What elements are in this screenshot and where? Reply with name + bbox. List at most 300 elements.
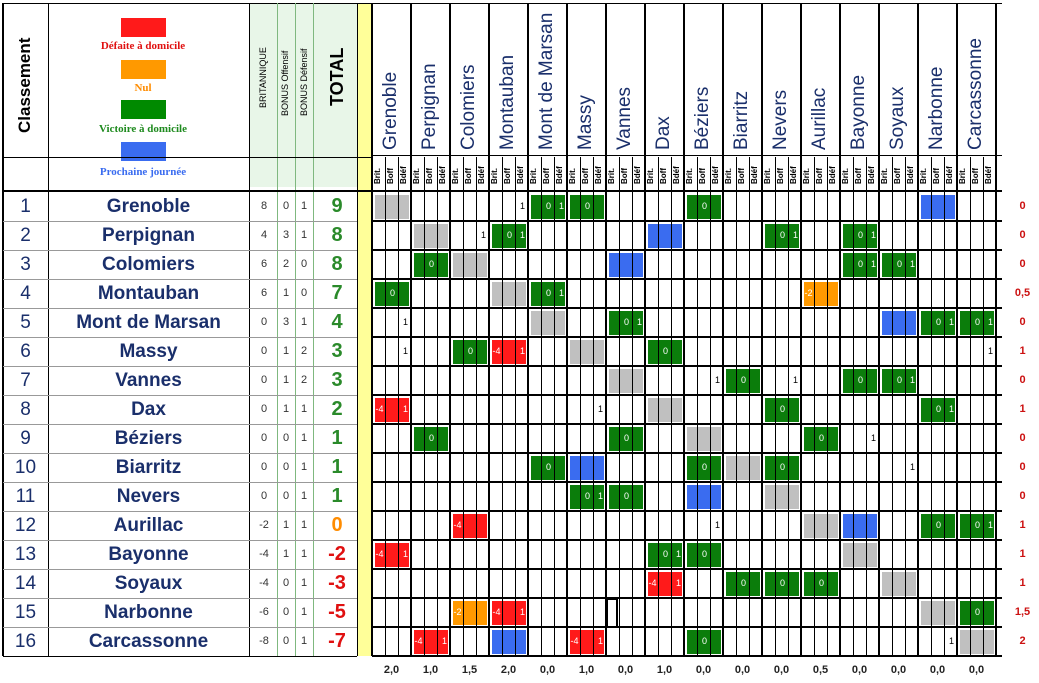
column-sum: 1,5: [461, 664, 478, 676]
col-header-bayonne: Bayonne: [848, 74, 869, 150]
team-name: Dax: [131, 399, 166, 420]
team-name: Vannes: [115, 370, 182, 391]
sub-label-boff: Boff: [815, 168, 824, 184]
sub-label-brit: Brit.: [607, 168, 616, 184]
column-sum: 0,5: [812, 664, 829, 676]
total-value: 2: [331, 398, 343, 420]
match-cell-value: 0: [623, 491, 629, 501]
bonus-def-value: 2: [300, 374, 308, 386]
team-name: Narbonne: [104, 602, 193, 623]
rank-cell: 4: [20, 283, 31, 304]
total-value: -5: [328, 601, 346, 623]
sub-label-bdef: Bdéf: [477, 166, 486, 184]
grid-vline: [697, 157, 698, 656]
match-cell-value: -4: [375, 549, 384, 559]
britannique-value: 0: [260, 403, 268, 415]
match-cell-value: 1: [441, 636, 447, 646]
grid-vline: [2, 3, 4, 656]
sub-label-brit: Brit.: [451, 168, 460, 184]
rank-cell: 13: [14, 544, 37, 565]
extra-value: 0: [1019, 229, 1026, 241]
match-cell-self[interactable]: [570, 340, 604, 364]
sub-label-boff: Boff: [776, 168, 785, 184]
sub-label-brit: Brit.: [373, 168, 382, 184]
grid-vline: [554, 157, 555, 656]
match-cell-self[interactable]: [843, 543, 877, 567]
match-cell-value: 1: [987, 520, 993, 530]
grid-vline: [566, 3, 568, 656]
extra-value: 0: [1019, 258, 1026, 270]
match-cell-next[interactable]: [492, 630, 526, 654]
grid-vline: [814, 157, 815, 656]
grid-vline: [905, 157, 906, 656]
match-cell-value: 0: [584, 491, 590, 501]
grid-hline: [372, 655, 1002, 657]
grid-hline: [372, 597, 1002, 599]
sub-label-bdef: Bdéf: [828, 166, 837, 184]
grid-vline: [437, 157, 438, 656]
grid-vline: [749, 157, 750, 656]
sub-label-brit: Brit.: [412, 168, 421, 184]
match-cell-next[interactable]: [609, 253, 643, 277]
rank-cell: 16: [14, 631, 37, 652]
extra-value: 0: [1019, 432, 1026, 444]
match-cell-value: 0: [857, 375, 863, 385]
grid-vline: [839, 3, 841, 656]
match-cell-self[interactable]: [648, 398, 682, 422]
legend-label-next: Prochaine journée: [99, 166, 187, 178]
match-cell-value: 0: [545, 288, 551, 298]
bonus-def-value: 1: [300, 490, 308, 502]
match-cell-value: 0: [935, 404, 941, 414]
sub-label-bdef: Bdéf: [945, 166, 954, 184]
legend-label-win: Victoire à domicile: [99, 123, 187, 135]
bonus-off-header: BONUS Offensif: [280, 50, 290, 116]
team-name: Soyaux: [114, 573, 183, 594]
legend-swatch-loss: [121, 18, 166, 37]
match-cell-value: 1: [948, 317, 954, 327]
selected-cell[interactable]: [606, 598, 618, 628]
team-name: Biarritz: [115, 457, 182, 478]
match-cell-self[interactable]: [765, 485, 799, 509]
grid-vline: [671, 157, 672, 656]
total-value: 8: [331, 224, 343, 246]
match-cell-value: 1: [519, 346, 525, 356]
match-cell-next[interactable]: [648, 224, 682, 248]
total-value: 7: [331, 282, 343, 304]
match-cell-value: 0: [935, 520, 941, 530]
grid-vline: [761, 3, 763, 656]
team-name: Grenoble: [106, 196, 191, 217]
match-cell-value: 1: [792, 375, 798, 385]
britannique-header: BRITANNIQUE: [258, 47, 268, 108]
total-value: 1: [331, 427, 343, 449]
column-sum: 0,0: [695, 664, 712, 676]
match-cell-self[interactable]: [726, 456, 760, 480]
column-sum: 0,0: [539, 664, 556, 676]
match-cell-value: 0: [545, 462, 551, 472]
sub-label-brit: Brit.: [724, 168, 733, 184]
col-header-grenoble: Grenoble: [380, 71, 401, 150]
team-name: Colomiers: [102, 254, 195, 275]
grid-vline: [449, 3, 451, 656]
sub-label-boff: Boff: [971, 168, 980, 184]
rank-cell: 3: [20, 254, 31, 275]
sub-label-brit: Brit.: [685, 168, 694, 184]
column-sum: 0,0: [968, 664, 985, 676]
sub-label-boff: Boff: [425, 168, 434, 184]
grid-hline: [3, 279, 357, 280]
match-cell-value: 1: [987, 346, 993, 356]
britannique-value: 8: [260, 200, 268, 212]
sub-label-brit: Brit.: [763, 168, 772, 184]
team-name: Béziers: [114, 428, 183, 449]
match-cell-value: -2: [804, 288, 813, 298]
match-cell-value: 1: [792, 230, 798, 240]
column-sum: 1,0: [578, 664, 595, 676]
grid-vline: [398, 157, 399, 656]
total-header: TOTAL: [327, 47, 347, 106]
extra-value: 0,5: [1014, 287, 1031, 299]
total-value: 3: [331, 340, 343, 362]
grid-vline: [476, 157, 477, 656]
bonus-off-value: 0: [282, 577, 290, 589]
extra-value: 1: [1019, 519, 1026, 531]
bonus-off-value: 1: [282, 345, 290, 357]
match-cell-value: 1: [480, 230, 486, 240]
match-cell-value: 1: [402, 317, 408, 327]
match-cell-next[interactable]: [843, 514, 877, 538]
sub-label-brit: Brit.: [880, 168, 889, 184]
match-cell-self[interactable]: [921, 601, 955, 625]
grid-vline: [788, 157, 789, 656]
team-name: Carcassonne: [88, 631, 209, 652]
bonus-def-value: 1: [300, 548, 308, 560]
sub-label-bdef: Bdéf: [789, 166, 798, 184]
extra-value: 2: [1019, 635, 1026, 647]
bonus-def-value: 1: [300, 432, 308, 444]
match-cell-next[interactable]: [882, 311, 916, 335]
match-cell-value: -4: [570, 636, 579, 646]
extra-value: 0: [1019, 316, 1026, 328]
team-name: Aurillac: [113, 515, 184, 536]
match-cell-value: -4: [648, 578, 657, 588]
match-cell-value: 0: [701, 201, 707, 211]
match-cell-self[interactable]: [609, 369, 643, 393]
match-cell-value: 1: [987, 317, 993, 327]
sub-label-bdef: Bdéf: [750, 166, 759, 184]
sub-label-boff: Boff: [542, 168, 551, 184]
match-cell-value: -4: [492, 346, 501, 356]
match-cell-value: 0: [428, 259, 434, 269]
bonus-off-value: 0: [282, 200, 290, 212]
grid-hline: [372, 365, 1002, 367]
sub-label-bdef: Bdéf: [906, 166, 915, 184]
match-cell-value: 1: [402, 549, 408, 559]
bonus-off-value: 0: [282, 635, 290, 647]
grid-hline: [3, 221, 357, 222]
grid-hline: [372, 452, 1002, 454]
extra-value: 1: [1019, 577, 1026, 589]
sub-label-bdef: Bdéf: [438, 166, 447, 184]
rank-cell: 1: [20, 196, 31, 217]
sub-label-brit: Brit.: [568, 168, 577, 184]
col-header-béziers: Béziers: [692, 86, 713, 150]
match-cell-self[interactable]: [414, 224, 448, 248]
col-header-aurillac: Aurillac: [809, 87, 830, 150]
bonus-off-value: 1: [282, 519, 290, 531]
rank-cell: 14: [14, 573, 37, 594]
match-cell-value: 0: [935, 317, 941, 327]
match-cell-value: 1: [597, 491, 603, 501]
match-cell-value: 1: [909, 375, 915, 385]
sub-label-brit: Brit.: [529, 168, 538, 184]
sub-label-bdef: Bdéf: [633, 166, 642, 184]
bonus-def-value: 1: [300, 200, 308, 212]
grid-vline: [800, 3, 802, 656]
match-cell-value: 1: [675, 578, 681, 588]
col-header-soyaux: Soyaux: [887, 86, 908, 150]
bonus-def-value: 2: [300, 345, 308, 357]
grid-vline: [995, 3, 997, 656]
grid-vline: [371, 3, 373, 656]
grid-hline: [3, 366, 357, 367]
col-header-narbonne: Narbonne: [926, 66, 947, 150]
bonus-def-header: BONUS Défensif: [299, 48, 309, 116]
match-cell-value: -4: [492, 607, 501, 617]
match-cell-self[interactable]: [453, 253, 487, 277]
bonus-off-value: 2: [282, 258, 290, 270]
bonus-def-value: 0: [300, 287, 308, 299]
match-cell-value: 1: [402, 346, 408, 356]
match-cell-value: 0: [740, 578, 746, 588]
grid-vline: [736, 157, 737, 656]
sub-label-boff: Boff: [737, 168, 746, 184]
rank-cell: 8: [20, 399, 31, 420]
match-cell-value: 0: [857, 230, 863, 240]
grid-vline: [249, 3, 250, 656]
extra-value: 1: [1019, 345, 1026, 357]
sub-label-bdef: Bdéf: [555, 166, 564, 184]
team-name: Mont de Marsan: [76, 312, 221, 333]
grid-vline: [775, 157, 776, 656]
match-cell-value: 0: [779, 578, 785, 588]
sub-label-boff: Boff: [854, 168, 863, 184]
grid-vline: [658, 157, 659, 656]
grid-vline: [541, 157, 542, 656]
bonus-def-value: 1: [300, 577, 308, 589]
col-header-dax: Dax: [653, 116, 674, 150]
sub-label-bdef: Bdéf: [594, 166, 603, 184]
extra-value: 1: [1019, 403, 1026, 415]
sub-label-boff: Boff: [698, 168, 707, 184]
sub-label-bdef: Bdéf: [984, 166, 993, 184]
sub-label-brit: Brit.: [841, 168, 850, 184]
column-sum: 1,0: [656, 664, 673, 676]
grid-hline: [3, 424, 357, 425]
britannique-value: 6: [260, 258, 268, 270]
grid-hline: [3, 627, 357, 628]
match-cell-value: 0: [740, 375, 746, 385]
britannique-value: 0: [260, 432, 268, 444]
match-cell-value: 1: [402, 404, 408, 414]
column-sum: 0,0: [773, 664, 790, 676]
match-cell-next[interactable]: [687, 485, 721, 509]
match-cell-value: 0: [818, 578, 824, 588]
britannique-value: 0: [260, 490, 268, 502]
team-name: Montauban: [97, 283, 200, 304]
grid-hline: [3, 511, 357, 512]
total-value: -2: [328, 543, 346, 565]
match-cell-value: 0: [584, 201, 590, 211]
match-cell-value: 1: [597, 404, 603, 414]
match-cell-value: 1: [558, 288, 564, 298]
match-cell-value: 1: [519, 230, 525, 240]
grid-vline: [357, 3, 358, 656]
grid-hline: [372, 626, 1002, 628]
rank-cell: 10: [14, 457, 37, 478]
team-name: Perpignan: [102, 225, 195, 246]
grid-hline: [372, 336, 1002, 338]
col-header-massy: Massy: [575, 95, 596, 150]
match-cell-value: 0: [623, 433, 629, 443]
grid-vline: [295, 3, 296, 192]
match-cell-next[interactable]: [921, 195, 955, 219]
extra-value: 0: [1019, 490, 1026, 502]
grid-vline: [605, 3, 607, 656]
grid-vline: [463, 157, 464, 656]
sub-label-bdef: Bdéf: [399, 166, 408, 184]
grid-vline: [48, 3, 49, 656]
britannique-value: -2: [259, 519, 269, 531]
britannique-value: 0: [260, 374, 268, 386]
grid-vline: [866, 157, 867, 656]
legend-label-loss: Défaite à domicile: [100, 40, 186, 52]
match-cell-value: 0: [779, 462, 785, 472]
match-cell-value: 1: [519, 201, 525, 211]
sub-label-brit: Brit.: [958, 168, 967, 184]
britannique-value: -4: [259, 577, 269, 589]
match-cell-value: -4: [453, 520, 462, 530]
grid-hline: [372, 481, 1002, 483]
grid-hline: [3, 598, 357, 599]
britannique-value: 6: [260, 287, 268, 299]
match-cell-value: 0: [974, 520, 980, 530]
britannique-value: 0: [260, 345, 268, 357]
match-cell-next[interactable]: [570, 456, 604, 480]
match-cell-value: 1: [558, 201, 564, 211]
match-cell-self[interactable]: [492, 282, 526, 306]
sub-label-bdef: Bdéf: [516, 166, 525, 184]
col-header-colomiers: Colomiers: [458, 64, 479, 150]
match-cell-value: 1: [714, 375, 720, 385]
bonus-off-value: 1: [282, 374, 290, 386]
grid-hline: [372, 278, 1002, 280]
match-cell-value: 0: [701, 549, 707, 559]
rank-cell: 12: [14, 515, 37, 536]
sub-label-boff: Boff: [893, 168, 902, 184]
grid-vline: [983, 157, 984, 656]
bonus-def-value: 0: [300, 258, 308, 270]
bonus-off-value: 3: [282, 316, 290, 328]
bonus-off-value: 3: [282, 229, 290, 241]
grid-vline: [313, 3, 314, 192]
rank-cell: 5: [20, 312, 31, 333]
match-cell-self[interactable]: [882, 572, 916, 596]
match-cell-value: 1: [714, 520, 720, 530]
match-cell-value: 0: [506, 230, 512, 240]
match-cell-value: -2: [453, 607, 462, 617]
grid-hline: [372, 307, 1002, 309]
match-cell-value: 0: [662, 346, 668, 356]
match-cell-value: 1: [870, 230, 876, 240]
grid-vline: [944, 157, 945, 656]
grid-hline: [3, 395, 357, 396]
grid-hline: [372, 155, 1002, 156]
column-sum: 0,0: [851, 664, 868, 676]
total-value: 8: [331, 253, 343, 275]
column-sum: 0,0: [929, 664, 946, 676]
match-cell-self[interactable]: [531, 311, 565, 335]
bonus-def-value: 1: [300, 316, 308, 328]
match-cell-value: 0: [974, 607, 980, 617]
team-name: Bayonne: [108, 544, 189, 565]
grid-vline: [683, 3, 685, 656]
extra-value: 1,5: [1014, 606, 1031, 618]
column-sum: 2,0: [383, 664, 400, 676]
grid-hline: [3, 540, 357, 541]
match-cell-self[interactable]: [375, 195, 409, 219]
match-cell-value: 0: [896, 375, 902, 385]
britannique-value: -8: [259, 635, 269, 647]
rank-cell: 11: [15, 486, 36, 507]
sub-label-brit: Brit.: [919, 168, 928, 184]
sub-label-boff: Boff: [620, 168, 629, 184]
total-value: 1: [331, 456, 343, 478]
sub-label-boff: Boff: [386, 168, 395, 184]
match-cell-self[interactable]: [687, 427, 721, 451]
grid-vline: [892, 157, 893, 656]
total-value: 0: [331, 514, 343, 536]
match-cell-self[interactable]: [960, 630, 994, 654]
sub-label-boff: Boff: [932, 168, 941, 184]
grid-vline: [710, 157, 711, 656]
match-cell-value: 0: [974, 317, 980, 327]
total-value: -7: [328, 630, 346, 652]
grid-vline: [527, 3, 529, 656]
bonus-off-value: 0: [282, 461, 290, 473]
match-cell-self[interactable]: [804, 514, 838, 538]
grid-hline: [372, 423, 1002, 425]
bonus-def-value: 1: [300, 519, 308, 531]
match-cell-value: 0: [779, 230, 785, 240]
legend-swatch-next: [121, 142, 166, 161]
match-cell-value: 1: [948, 636, 954, 646]
grid-hline: [3, 157, 372, 158]
match-cell-value: 0: [818, 433, 824, 443]
col-header-mont-de-marsan: Mont de Marsan: [536, 12, 557, 150]
match-cell-value: 1: [909, 259, 915, 269]
match-cell-value: 0: [701, 636, 707, 646]
bonus-def-value: 1: [300, 635, 308, 647]
grid-vline: [931, 157, 932, 656]
match-cell-value: 0: [623, 317, 629, 327]
sub-label-boff: Boff: [581, 168, 590, 184]
sub-label-brit: Brit.: [802, 168, 811, 184]
grid-vline: [277, 3, 278, 192]
column-sum: 0,0: [890, 664, 907, 676]
bonus-off-value: 1: [282, 287, 290, 299]
